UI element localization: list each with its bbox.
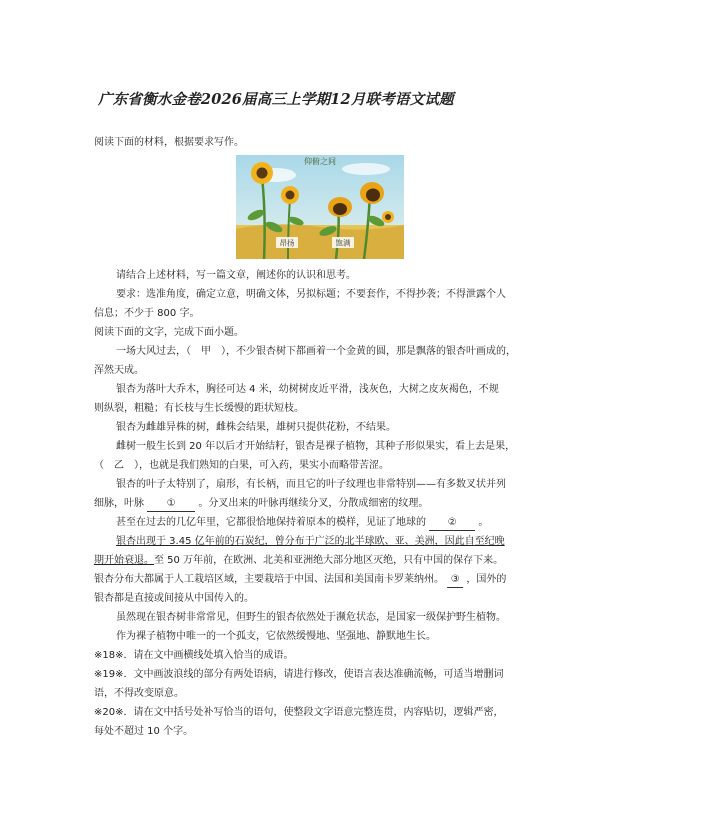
para7-a-underlined-2: 至纪晚	[474, 536, 505, 547]
essay-line-2: 要求：选准角度，确定立意，明确文体，另拟标题；不要套作，不得抄袭；不得泄露个人	[116, 289, 506, 300]
para4-a: 雌树一般生长到 20 年以后才开始结籽，银杏是裸子植物，其种子形似果实，看上去是果，	[116, 441, 516, 452]
question-18: ※18※．请在文中画横线处填入恰当的成语。	[94, 650, 294, 661]
para1-b: 浑然天成。	[94, 365, 144, 376]
para1-a: 一场大风过去，（ 甲 ），不少银杏树下都画着一个金黄的圆，那是飘落的银杏叶画成的，	[116, 346, 516, 357]
essay-line-3: 信息；不少于 800 字。	[94, 308, 200, 319]
para2-a: 银杏为落叶大乔木，胸径可达 4 米，幼树树皮近平滑，浅灰色，大树之皮灰褐色，不规	[116, 384, 499, 395]
para7-c	[94, 573, 556, 588]
intro-text: 阅读下面的材料，根据要求写作。	[94, 137, 244, 148]
question-19-b: 语，不得改变原意。	[94, 688, 184, 699]
blank-2: ②	[429, 516, 475, 531]
para8: 虽然现在银杏树非常常见，但野生的银杏依然处于濒危状态，是国家一级保护野生植物。	[116, 612, 506, 623]
para4-b: （ 乙 ），也就是我们熟知的白果，可入药，果实小而略带苦涩。	[94, 460, 389, 471]
essay-line-1: 请结合上述材料，写一篇文章，阐述你的认识和思考。	[116, 270, 356, 281]
para7-d: 银杏都是直接或间接从中国传入的。	[94, 593, 254, 604]
para7-c-post: ，国外的	[466, 574, 507, 585]
question-20-b: 每处不超过 10 个字。	[94, 726, 194, 737]
para9: 作为裸子植物中唯一的一个孤支，它依然缓慢地、坚强地、静默地生长。	[116, 631, 436, 642]
blank-3: ③	[447, 573, 463, 588]
para6-post: 。	[478, 517, 489, 528]
passage-intro: 阅读下面的文字，完成下面小题。	[94, 327, 244, 338]
para6	[94, 516, 578, 531]
label-left: 昂扬	[279, 238, 295, 248]
para5-b-pre: 细脉，叶脉	[94, 498, 144, 509]
para2-b: 则纵裂，粗糙；有长枝与生长缓慢的距状短枝。	[94, 403, 304, 414]
page-title: 广东省衡水金卷2026届高三上学期12月联考语文试题	[98, 91, 454, 108]
blank-1: ①	[147, 497, 195, 512]
para7-a	[94, 535, 578, 549]
para5-b	[94, 497, 556, 512]
para7-b-rest: 至 50 万年前，在欧洲、北美和亚洲绝大部分地区灭绝，只有中国的保存下来。	[154, 555, 504, 566]
para7-a-underlined: 银杏出现于 3.45 亿年前的石炭纪，曾分布于广泛的北半球欧、亚、美洲，因此自	[116, 536, 475, 547]
para5-b-post: 。分叉出来的叶脉再继续分叉，分散成细密的纹理。	[198, 498, 429, 509]
para5-a: 银杏的叶子太特别了，扇形，有长柄，而且它的叶子纹理也非常特别——有多数叉状并列	[116, 479, 506, 490]
sunflower-image	[236, 155, 404, 259]
para7-b-underlined: 期开始衰退。	[94, 555, 154, 566]
image-caption: 仰俯之间	[304, 157, 336, 166]
question-19-a: ※19※．文中画波浪线的部分有两处语病，请进行修改，使语言表达准确流畅，可适当增删词	[94, 669, 504, 680]
question-20-a: ※20※．请在文中括号处补写恰当的语句，使整段文字语意完整连贯，内容贴切，逻辑严密，	[94, 707, 504, 718]
label-right: 饱满	[335, 238, 351, 248]
para7-b	[94, 554, 556, 568]
para6-pre: 甚至在过去的几亿年里，它都很恰地保持着原本的模样，见证了地球的	[116, 517, 426, 528]
para7-c-pre: 银杏分布大都属于人工栽培区域，主要栽培于中国、法国和美国南卡罗莱纳州。	[94, 574, 444, 585]
para3: 银杏为雌雄异株的树，雌株会结果，雄树只提供花粉，不结果。	[116, 422, 396, 433]
